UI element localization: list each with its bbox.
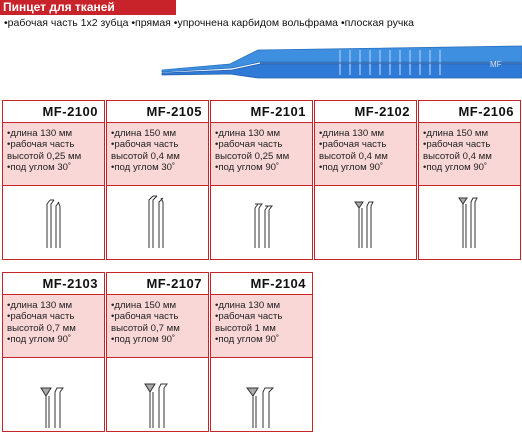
work-spec: •рабочая часть	[111, 311, 179, 323]
product-card-mf-2101	[210, 100, 313, 260]
product-code: MF-2105	[107, 101, 208, 123]
spec-line: •рабочая часть 1х2 зубца •прямая •упрочнена карбидом вольфрама •плоская ручка	[4, 17, 415, 29]
product-card-mf-2104	[210, 272, 313, 432]
product-card-mf-2107	[106, 272, 209, 432]
angle-spec: •под углом 90˚	[111, 334, 176, 346]
product-description	[107, 295, 208, 358]
work-spec: •рабочая часть	[111, 139, 179, 151]
length-spec: •длина 150 мм	[423, 128, 489, 139]
angle-spec: •под углом 90˚	[215, 334, 280, 346]
work-spec: •рабочая часть	[319, 139, 387, 151]
angle-spec: •под углом 90˚	[319, 162, 384, 174]
height-spec: высотой 0,4 мм	[111, 150, 180, 162]
product-description	[107, 123, 208, 186]
angle-spec: •под углом 90˚	[215, 162, 280, 174]
angle-spec: •под углом 90˚	[7, 334, 72, 346]
tip-drawing	[107, 186, 208, 260]
tip-90-icon	[211, 186, 312, 260]
tip-90-icon	[107, 358, 208, 432]
tip-drawing	[419, 186, 520, 260]
product-code: MF-2104	[211, 273, 312, 295]
height-spec: высотой 0,7 мм	[7, 322, 76, 334]
tweezers-image	[160, 40, 522, 80]
length-spec: •длина 150 мм	[111, 128, 177, 139]
product-description	[3, 123, 104, 186]
product-description	[315, 123, 416, 186]
product-description	[3, 295, 104, 358]
height-spec: высотой 0,4 мм	[319, 150, 388, 162]
tip-drawing	[107, 358, 208, 432]
tip-drawing	[3, 186, 104, 260]
angle-spec: •под углом 90˚	[423, 162, 488, 174]
length-spec: •длина 130 мм	[215, 128, 281, 139]
work-spec: •рабочая часть	[215, 139, 283, 151]
tip-30-icon	[3, 186, 104, 260]
section-title: Пинцет для тканей	[0, 0, 176, 15]
product-card-mf-2100	[2, 100, 105, 260]
height-spec: высотой 0,7 мм	[111, 322, 180, 334]
height-spec: высотой 1 мм	[215, 322, 276, 334]
tip-drawing	[3, 358, 104, 432]
length-spec: •длина 130 мм	[319, 128, 385, 139]
length-spec: •длина 150 мм	[111, 300, 177, 311]
product-code: MF-2100	[3, 101, 104, 123]
work-spec: •рабочая часть	[215, 311, 283, 323]
height-spec: высотой 0,4 мм	[423, 150, 492, 162]
product-card-mf-2105	[106, 100, 209, 260]
angle-spec: •под углом 30˚	[111, 162, 176, 174]
work-spec: •рабочая часть	[7, 311, 75, 323]
product-card-mf-2103	[2, 272, 105, 432]
length-spec: •длина 130 мм	[215, 300, 281, 311]
work-spec: •рабочая часть	[423, 139, 491, 151]
product-card-mf-2106	[418, 100, 521, 260]
height-spec: высотой 0,25 мм	[215, 150, 290, 162]
product-card-mf-2102	[314, 100, 417, 260]
product-code: MF-2106	[419, 101, 520, 123]
product-description	[419, 123, 520, 186]
product-code: MF-2107	[107, 273, 208, 295]
height-spec: высотой 0,25 мм	[7, 150, 82, 162]
tip-30-icon	[107, 186, 208, 260]
work-spec: •рабочая часть	[7, 139, 75, 151]
tip-90-icon	[3, 358, 104, 432]
product-description	[211, 295, 312, 358]
tip-drawing	[211, 358, 312, 432]
handle-mark: MF	[490, 60, 502, 69]
product-code: MF-2101	[211, 101, 312, 123]
length-spec: •длина 130 мм	[7, 128, 73, 139]
tip-90-icon	[419, 186, 520, 260]
tip-drawing	[211, 186, 312, 260]
tip-drawing	[315, 186, 416, 260]
product-description	[211, 123, 312, 186]
product-code: MF-2103	[3, 273, 104, 295]
tip-90-icon	[315, 186, 416, 260]
product-code: MF-2102	[315, 101, 416, 123]
length-spec: •длина 130 мм	[7, 300, 73, 311]
tip-90-icon	[211, 358, 312, 432]
angle-spec: •под углом 30˚	[7, 162, 72, 174]
